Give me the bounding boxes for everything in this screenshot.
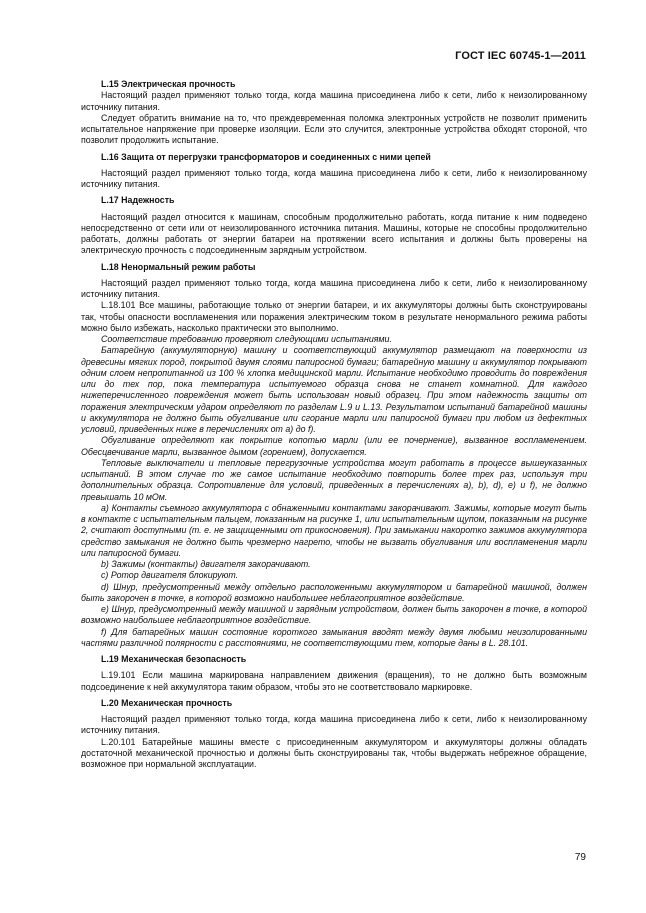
list-item-d: d) Шнур, предусмотренный между отдельно расположенными аккумулятором и батарейной машиной, должен быть закорочен в точке, в которой возможно наибольшее неблагоприятное воздействие.	[81, 581, 587, 603]
section-heading-l16: L.16 Защита от перегрузки трансформаторов и соединенных с ними цепей	[101, 151, 431, 162]
paragraph: L.20.101 Батарейные машины вместе с присоединенным аккумулятором и аккумуляторы должны обладать достаточной механической прочностью и должны быть сконструированы так, чтобы выдержать небрежное обращение, возможное при нормальной эксплуатации.	[81, 736, 587, 769]
paragraph-italic: Тепловые выключатели и тепловые перегрузочные устройства могут работать в процессе вышеуказанных испытаний. В этом случае то же самое испытание необходимо повторить более трех раз, используя три дополнительных образца. Сопротивление для условий, приведенных в перечислениях a), b), d), e) и f), не должно превышать 10 мОм.	[81, 457, 587, 502]
page-number: 79	[574, 852, 586, 863]
list-item-b: b) Зажимы (контакты) двигателя закорачивают.	[101, 559, 311, 569]
page-content	[81, 79, 587, 770]
section-heading-l18: L.18 Ненормальный режим работы	[101, 261, 256, 272]
paragraph-italic: Соответствие требованию проверяют следующими испытаниями.	[101, 334, 392, 344]
paragraph: Настоящий раздел относится к машинам, способным продолжительно работать, когда питание к ним подведено непосредственно от сети или от неизолированного источника питания. Машины, которые не способны продолжительно работать, должны работать от энергии батареи на протяжении всего испытания и должны быть проверены на электрическую прочность с подсоединенным зарядным устройством.	[81, 211, 587, 256]
paragraph: Следует обратить внимание на то, что преждевременная поломка электронных устройств не позволит применить испытательное напряжение при проверке изоляции. Если это случится, электронные устройства обходят стороной, что позволит продолжить испытание.	[81, 112, 587, 146]
paragraph: Настоящий раздел применяют только тогда, когда машина присоединена либо к сети, либо к неизолированному источнику питания.	[81, 277, 587, 299]
paragraph-italic: Обугливание определяют как покрытие копотью марли (или ее почернение), вызванное воспламенением. Обесцвечивание марли, вызванное дымом (горением), допускается.	[81, 435, 587, 457]
paragraph: Настоящий раздел применяют только тогда, когда машина присоединена либо к сети, либо к неизолированному источнику питания.	[81, 714, 587, 736]
paragraph: Настоящий раздел применяют только тогда, когда машина присоединена либо к сети, либо к неизолированному источнику питания.	[81, 90, 587, 112]
list-item-c: c) Ротор двигателя блокируют.	[101, 570, 239, 581]
paragraph: L.18.101 Все машины, работающие только от энергии батареи, и их аккумуляторы должны быть сконструированы так, чтобы опасности воспламенения или поражения электрическим током в результате ненормального режима работы можно было избежать, насколько практически это выполнимо.	[81, 300, 587, 333]
paragraph: Настоящий раздел применяют только тогда, когда машина присоединена либо к сети, либо к неизолированному источнику питания.	[81, 167, 587, 189]
section-heading-l19: L.19 Механическая безопасность	[101, 654, 247, 664]
section-heading-l17: L.17 Надежность	[101, 195, 175, 206]
paragraph: L.19.101 Если машина маркирована направлением движения (вращения), то не должно быть возможным подсоединение к ней аккумулятора таким образом, чтобы это не соответствовало маркировке.	[81, 670, 587, 692]
list-item-f: f) Для батарейных машин состояние короткого замыкания вводят между двумя любыми неизолированными частями различной полярности с расстояниями, не соответствующими тем, которые даны в L. 28.101.	[81, 626, 587, 648]
list-item-a: a) Контакты съемного аккумулятора с обнаженными контактами закорачивают. Зажимы, которые могут быть в контакте с испытательным пальцем, показанным на рисунке 1, или испытательным щупом, показанным на рисунке 2, считают доступными (т. е. не защищенными от прикосновения). При замыкании накоротко зажимов аккумулятора средство замыкания не должно быть чрезмерно нагрето, чтобы не вызвать обугливания или воспламенения марли или папиросной бумаги.	[81, 502, 587, 558]
section-heading-l20: L.20 Механическая прочность	[101, 697, 233, 708]
section-heading-l15: L.15 Электрическая прочность	[101, 79, 236, 89]
list-item-e: e) Шнур, предусмотренный между машиной и зарядным устройством, должен быть закорочен в точке, в которой возможно наибольшее неблагоприятное воздействие.	[81, 604, 587, 626]
paragraph-italic: Батарейную (аккумуляторную) машину и соответствующий аккумулятор размещают на поверхности из древесины мягких пород, покрытой двумя слоями папиросной бумаги; батарейную машину и аккумулятор покрывают одним слоем непропитанной из 100 % хлопка медицинской марли. Испытание необходимо проводить до повреждения или до тех пор, пока температура испытуемого образца снова не станет комнатной. Для каждого нижеперечисленного повреждения может быть использован новый образец. При этом надежность защиты от поражения электрическим ударом определяют по разделам L.9 и L.13. Результатом испытаний батарейной машины и аккумулятора не должно быть обугливание или сгорание марли или папиросной бумаги при любом из дефектных условий, приведенных ниже в перечислениях от а) до f).	[81, 345, 587, 434]
standard-designation: ГОСТ IEC 60745-1—2011	[455, 50, 586, 62]
